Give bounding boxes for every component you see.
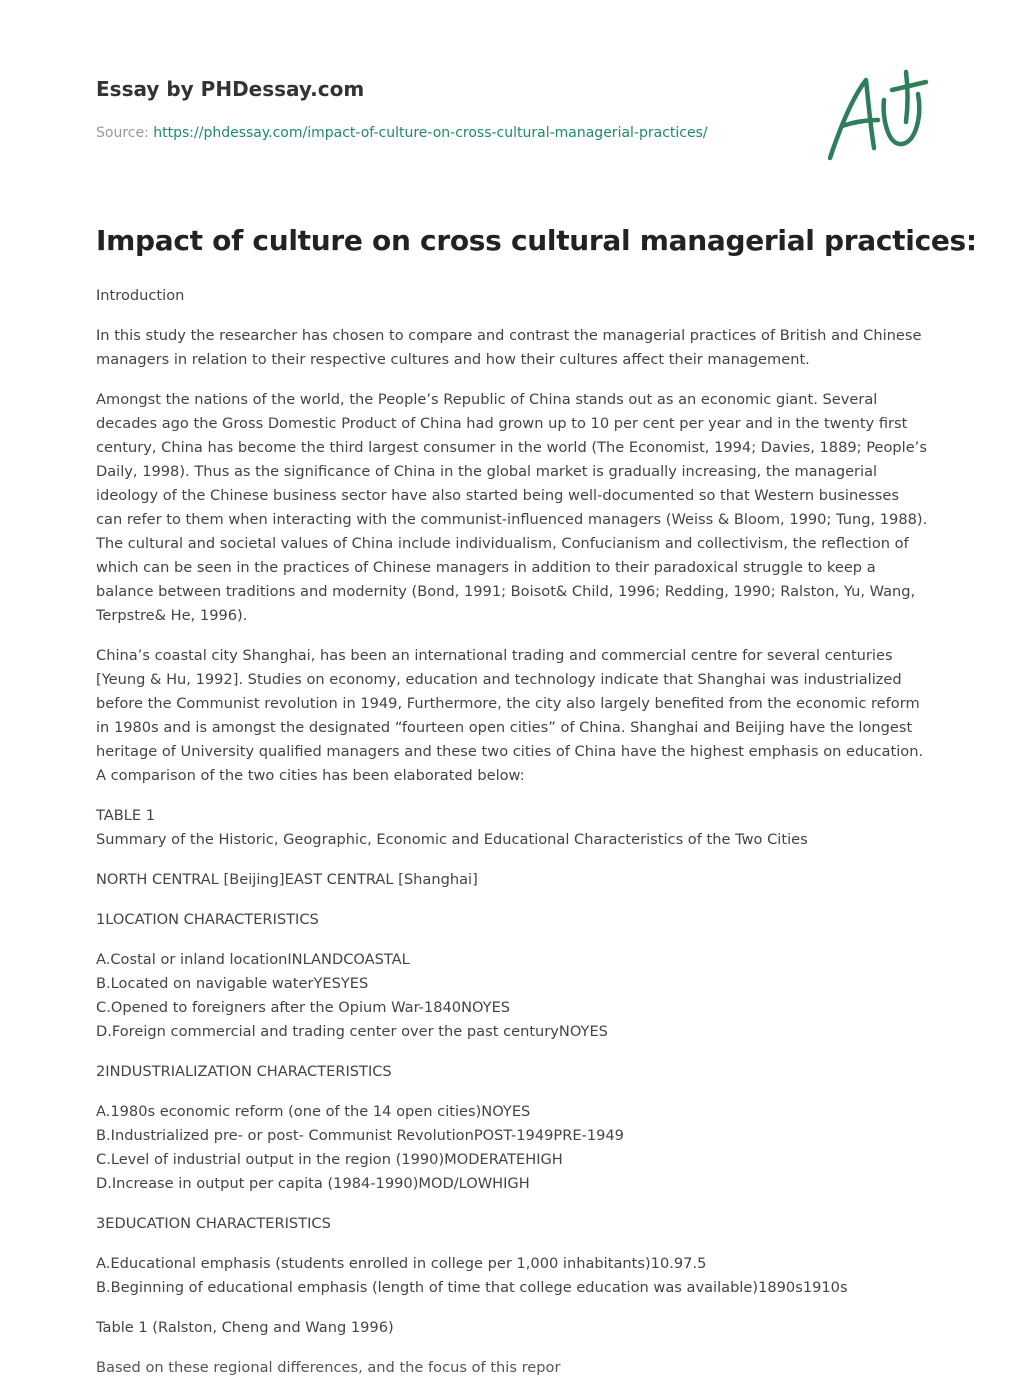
table-row: D.Foreign commercial and trading center over the past centuryNOYES	[96, 1023, 608, 1040]
table-caption: Summary of the Historic, Geographic, Economic and Educational Characteristics of the Two Cities	[96, 831, 808, 848]
table-row: D.Increase in output per capita (1984-1990)MOD/LOWHIGH	[96, 1175, 530, 1192]
paragraph-2: Amongst the nations of the world, the People’s Republic of China stands out as an economic giant. Several decades ago the Gross Domestic Product of China had grown up to 10 per cent per year and in the twenty first century, China has become the third largest consumer in the world (The Economist, 1994; Davies, 1889; People’s Daily, 1998). Thus as the significance of China in the global market is gradually increasing, the managerial ideology of the Chinese business sector have also started being well-documented so that Western businesses can refer to them when interacting with the communist-influenced managers (Weiss & Bloom, 1990; Tung, 1988). The cultural and societal values of China include individualism, Confucianism and collectivism, the reflection of which can be seen in the practices of Chinese managers in addition to their paradoxical struggle to keep a balance between traditions and modernity (Bond, 1991; Boisot& Child, 1996; Redding, 1990; Ralston, Yu, Wang, Terpstre& He, 1996).	[96, 391, 928, 624]
paragraph-3: China’s coastal city Shanghai, has been an international trading and commercial centre for several centuries [Yeung & Hu, 1992]. Studies on economy, education and technology indicate that Shanghai was industrialized before the Communist revolution in 1949, Furthermore, the city also largely benefited from the economic reform in 1980s and is amongst the designated “fourteen open cities” of China. Shanghai and Beijing have the longest heritage of University qualified managers and these two cities of China have the highest emphasis on education. A comparison of the two cities has been elaborated below:	[96, 647, 924, 784]
table-row: B.Industrialized pre- or post- Communist RevolutionPOST-1949PRE-1949	[96, 1127, 624, 1144]
section-3-title: 3EDUCATION CHARACTERISTICS	[96, 1215, 331, 1232]
table-row: A.Costal or inland locationINLANDCOASTAL	[96, 951, 410, 968]
site-brand: Essay by PHDessay.com	[96, 77, 365, 101]
table-row: C.Opened to foreigners after the Opium War-1840NOYES	[96, 999, 511, 1016]
table-header: NORTH CENTRAL [Beijing]EAST CENTRAL [Shanghai]	[96, 871, 478, 888]
paragraph-1: In this study the researcher has chosen to compare and contrast the managerial practices of British and Chinese managers in relation to their respective cultures and how their cultures affect their management.	[96, 327, 922, 368]
table-heading	[96, 804, 928, 852]
source-link[interactable]: https://phdessay.com/impact-of-culture-on-cross-cultural-managerial-practices/	[153, 125, 708, 141]
table-row: A.Educational emphasis (students enrolled in college per 1,000 inhabitants)10.97.5	[96, 1255, 707, 1272]
table-label: TABLE 1	[96, 807, 156, 824]
table-source: Table 1 (Ralston, Cheng and Wang 1996)	[96, 1319, 394, 1336]
source-label: Source:	[96, 125, 154, 141]
table-row: A.1980s economic reform (one of the 14 open cities)NOYES	[96, 1103, 531, 1120]
section-2-title: 2INDUSTRIALIZATION CHARACTERISTICS	[96, 1063, 392, 1080]
essay-body	[96, 284, 928, 1396]
table-row: C.Level of industrial output in the region (1990)MODERATEHIGH	[96, 1151, 563, 1168]
final-line: Based on these regional differences, and the focus of this repor	[96, 1359, 561, 1376]
section-2-rows	[96, 1100, 928, 1196]
section-3-rows	[96, 1252, 928, 1300]
section-1-rows	[96, 948, 928, 1044]
intro-heading: Introduction	[96, 287, 185, 304]
section-1-title: 1LOCATION CHARACTERISTICS	[96, 911, 319, 928]
essay-title: Impact of culture on cross cultural managerial practices:	[96, 224, 977, 257]
table-row: B.Located on navigable waterYESYES	[96, 975, 369, 992]
a-plus-logo-icon	[822, 68, 930, 164]
source-line	[96, 125, 708, 141]
table-row: B.Beginning of educational emphasis (length of time that college education was available)1890s1910s	[96, 1279, 848, 1296]
